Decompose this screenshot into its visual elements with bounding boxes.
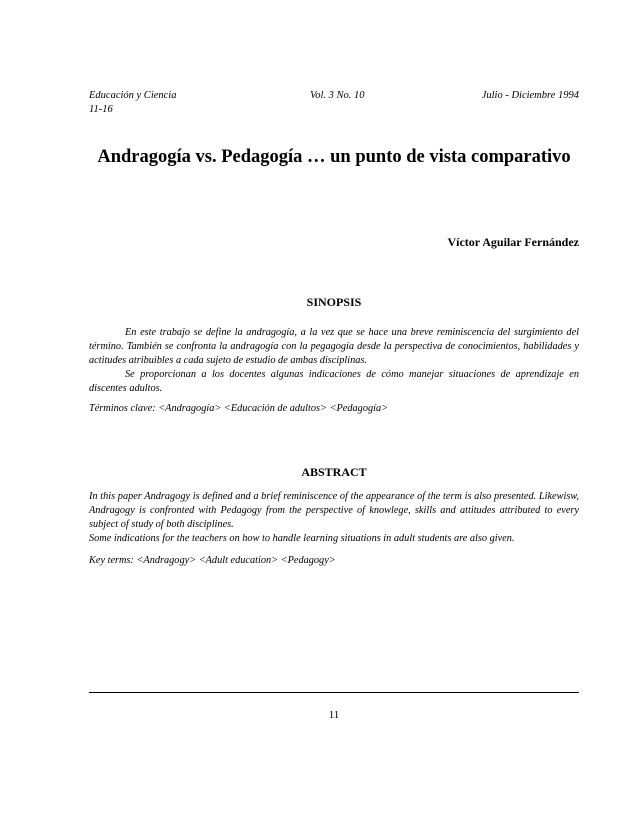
sinopsis-paragraph: En este trabajo se define la andragogía, a la vez que se hace una breve reminiscencia del surgimiento del término. También se confronta la andragogía con la pegagogía desde la perspectiva de conocimientos, habilidades y actitudes atribuibles a cada sujeto de estudio de ambas disciplinas.: [89, 327, 579, 366]
article-author: Víctor Aguilar Fernández: [447, 235, 579, 249]
sinopsis-keywords: Términos clave: <Andragogía> <Educación de adultos> <Pedagogía>: [89, 403, 389, 414]
article-title: Andragogía vs. Pedagogía … un punto de vista comparativo: [97, 147, 571, 167]
journal-pages: 11-16: [89, 104, 113, 115]
journal-name: Educación y Ciencia: [89, 90, 177, 101]
sinopsis-text: [89, 326, 579, 396]
page-number: 11: [328, 709, 340, 721]
abstract-text: [89, 490, 579, 546]
journal-header: [89, 89, 579, 115]
sinopsis-heading: SINOPSIS: [306, 295, 362, 309]
footer-divider: [89, 692, 579, 693]
journal-date: Julio - Diciembre 1994: [481, 90, 579, 101]
abstract-heading: ABSTRACT: [301, 465, 367, 479]
journal-volume: Vol. 3 No. 10: [310, 90, 365, 101]
abstract-keywords: Key terms: <Andragogy> <Adult education> <Pedagogy>: [89, 555, 336, 566]
sinopsis-paragraph: Se proporcionan a los docentes algunas indicaciones de cómo manejar situaciones de aprendizaje en discentes adultos.: [89, 369, 579, 394]
abstract-paragraph: Some indications for the teachers on how to handle learning situations in adult students are also given.: [89, 533, 515, 544]
abstract-paragraph: In this paper Andragogy is defined and a brief reminiscence of the appearance of the term is also presented. Likewisw, Andragogy is confronted with Pedagogy from the perspective of knowlege, skills and attitudes attributed to every subject of study of both disciplines.: [89, 491, 579, 530]
